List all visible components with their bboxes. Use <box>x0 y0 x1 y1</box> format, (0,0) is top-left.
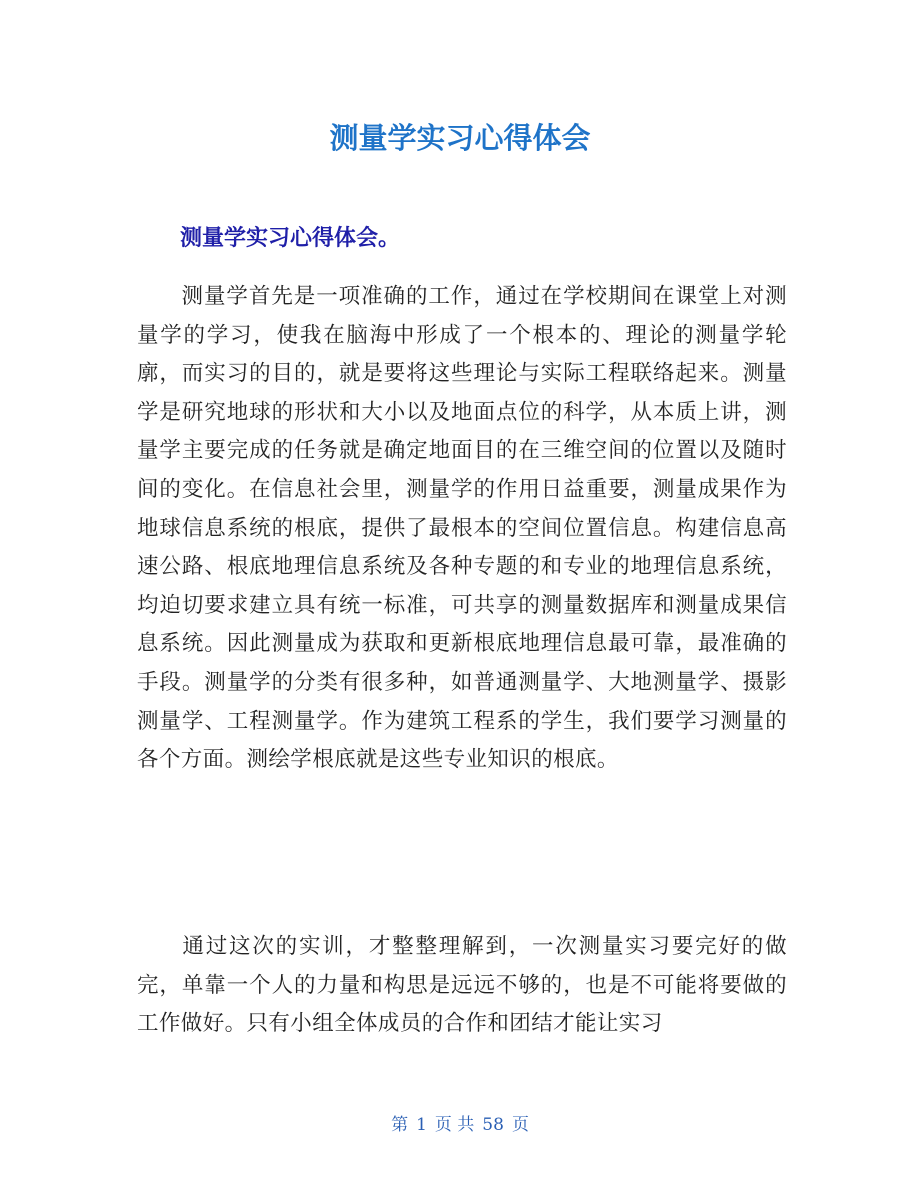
footer-middle: 页 共 <box>434 1115 475 1135</box>
paragraph-text: 通过这次的实训，才整整理解到，一次测量实习要完好的做完，单靠一个人的力量和构思是远远不够的，也是不可能将要做的工作做好。只有小组全体成员的合作和团结才能让实习 <box>137 934 787 1037</box>
total-page-count: 58 <box>482 1115 504 1135</box>
body-paragraph-1 <box>137 278 787 780</box>
section-heading: 测量学实习心得体会。 <box>180 226 401 251</box>
document-title: 测量学实习心得体会 <box>329 121 591 155</box>
current-page-number: 1 <box>416 1115 427 1135</box>
footer-prefix: 第 <box>391 1115 409 1135</box>
page-footer <box>0 1113 920 1137</box>
footer-suffix: 页 <box>511 1115 529 1135</box>
paragraph-text: 测量学首先是一项准确的工作，通过在学校期间在课堂上对测量学的学习，使我在脑海中形成了一个根本的、理论的测量学轮廓，而实习的目的，就是要将这些理论与实际工程联络起来。测量学是研究地球的形状和大小以及地面点位的科学，从本质上讲，测量学主要完成的任务就是确定地面目的在三维空间的位置以及随时间的变化。在信息社会里，测量学的作用日益重要，测量成果作为地球信息系统的根底，提供了最根本的空间位置信息。构建信息高速公路、根底地理信息系统及各种专题的和专业的地理信息系统，均迫切要求建立具有统一标准，可共享的测量数据库和测量成果信息系统。因此测量成为获取和更新根底地理信息最可靠，最准确的手段。测量学的分类有很多种，如普通测量学、大地测量学、摄影测量学、工程测量学。作为建筑工程系的学生，我们要学习测量的各个方面。测绘学根底就是这些专业知识的根底。 <box>137 284 787 773</box>
body-paragraph-2 <box>137 928 787 1044</box>
